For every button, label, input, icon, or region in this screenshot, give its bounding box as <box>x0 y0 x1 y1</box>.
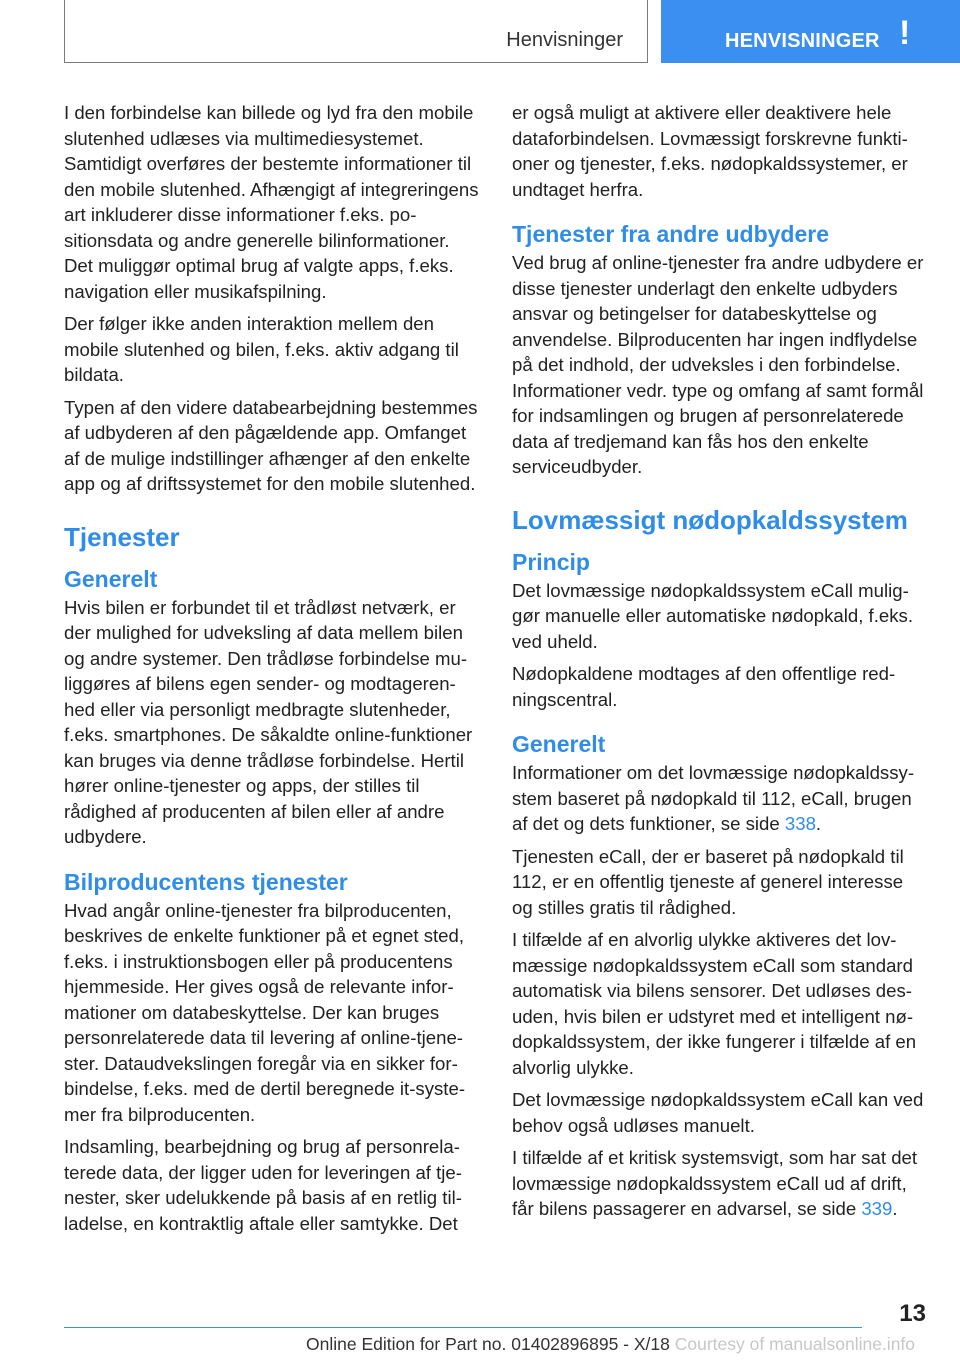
paragraph: Nødopkaldene modtages af den offentlige redningscentral. <box>512 663 896 710</box>
paragraph: Tjenesten eCall, der er baseret på nødopkald til 112, er en offentlig tjeneste af generel interesse og stilles gratis til rådighed. <box>512 845 904 918</box>
paragraph-text: Informationer om det lovmæssige nødopkaldssystem baseret på nødopkald til 112, eCall, brugen af det og dets funktioner, se side <box>512 762 915 834</box>
header-section-box <box>64 0 648 63</box>
paragraph-text: I tilfælde af et kritisk systemsvigt, som har sat det lovmæssige nødopkaldssystem eCall ud af drift, får bilens passagerer en advarsel, se side <box>512 1147 918 1219</box>
right-column <box>512 100 928 1229</box>
page-link-339[interactable]: 339 <box>861 1198 893 1219</box>
paragraph: Indsamling, bearbejdning og brug af personrelaterede data, der ligger uden for leveringen af tjenester, sker udelukkende på basis af en retlig tilladelse, en kontraktlig aftale eller samtykke. Det <box>64 1136 462 1234</box>
paragraph: Der følger ikke anden interaktion mellem den mobile slutenhed og bilen, f.eks. aktiv adgang til bildata. <box>64 313 459 385</box>
footer-divider <box>64 1327 862 1328</box>
paragraph: Ved brug af online-tjenester fra andre udbydere er disse tjenester underlagt den enkelte udbyders ansvar og betingelser for databeskyttelse og anvendelse. Bilproducenten har ingen indflydelse på det indhold, der udveksles i den forbindelse. Informationer vedr. type og omfang af samt formål for indsamlingen og brugen af personrelaterede data af tredjemand kan fås hos den enkelte serviceudbyder. <box>512 252 924 477</box>
heading-princip: Princip <box>512 548 590 575</box>
footer-edition <box>306 1334 915 1355</box>
left-column <box>64 100 480 1243</box>
header-section-title: Henvisninger <box>506 29 623 51</box>
exclamation-icon: ! <box>899 14 911 52</box>
header-chapter-label: HENVISNINGER <box>725 30 880 52</box>
heading-bilproducentens-tjenester: Bilproducentens tjenester <box>64 868 348 895</box>
paragraph-end: . <box>892 1198 898 1219</box>
heading-generelt: Generelt <box>64 565 158 592</box>
page-link-338[interactable]: 338 <box>784 813 816 834</box>
heading-tjenester-fra-andre-udbydere: Tjenester fra andre udbydere <box>512 221 829 247</box>
paragraph <box>512 760 928 837</box>
paragraph: Typen af den videre databearbejdning bestemmes af udbyderen af den pågældende app. Omfanget af de mulige indstillinger afhænger af den enkelte app og af driftssystemet for den mobile slutenhed. <box>64 396 478 494</box>
header-chapter-tab[interactable] <box>661 0 960 63</box>
paragraph: I den forbindelse kan billede og lyd fra den mobile slutenhed udlæses via multimediesystemet. Samtidigt overføres der bestemte informationer til den mobile slutenhed. Afhængigt af integreringens art inkluderer disse informationer f.eks. positionsdata og andre generelle bilinformationer. Det muliggør optimal brug af valgte apps, f.eks. navigation eller musikafspilning. <box>64 102 479 302</box>
heading-lovmaessigt-nodopkaldssystem: Lovmæssigt nødopkaldssystem <box>512 504 908 535</box>
paragraph: I tilfælde af en alvorlig ulykke aktiveres det lovmæssige nødopkaldssystem eCall som standard automatisk via bilens sensorer. Det udløses desuden, hvis bilen er udstyret med et intelligent nødopkaldssystem, der ikke fungerer i tilfælde af en alvorlig ulykke. <box>512 929 917 1078</box>
page-number: 13 <box>899 1300 926 1327</box>
paragraph: Det lovmæssige nødopkaldssystem eCall kan ved behov også udløses manuelt. <box>512 1089 924 1136</box>
footer-edition-text: Online Edition for Part no. 01402896895 - X/18 <box>306 1334 670 1354</box>
paragraph <box>512 1145 928 1222</box>
heading-generelt: Generelt <box>512 731 606 757</box>
paragraph: er også muligt at aktivere eller deaktivere hele dataforbindelsen. Lovmæssigt forskrevne funktioner og tjenester, f.eks. nødopkaldssystemer, er undtaget herfra. <box>512 102 908 200</box>
paragraph: Hvad angår online-tjenester fra bilproducenten, beskrives de enkelte funktioner på et egnet sted, f.eks. i instruktionsbogen eller på producentens hjemmeside. Her gives også de relevante informationer om databeskyttelse. Der kan bruges personrelaterede data til levering af online-tjenester. Dataudvekslingen foregår via en sikker forbindelse, f.eks. med de dertil beregnede it-systemer fra bilproducenten. <box>64 899 466 1125</box>
paragraph-end: . <box>815 813 822 834</box>
heading-tjenester: Tjenester <box>64 521 180 552</box>
paragraph: Hvis bilen er forbundet til et trådløst netværk, er der mulighed for udveksling af data mellem bilen og andre systemer. Den trådløse forbindelse muliggøres af bilens egen sender- og modtagerenhed eller via personligt medbragte slutenheder, f.eks. smartphones. De såkaldte online-funktioner kan bruges via denne trådløse forbindelse. Hertil hører online-tjenester og apps, der stilles til rådighed af producenten af bilen eller af andre udbydere. <box>64 596 473 847</box>
paragraph: Det lovmæssige nødopkaldssystem eCall muliggør manuelle eller automatiske nødopkald, f.eks. ved uheld. <box>512 579 913 652</box>
footer-watermark: Courtesy of manualsonline.info <box>674 1334 916 1354</box>
